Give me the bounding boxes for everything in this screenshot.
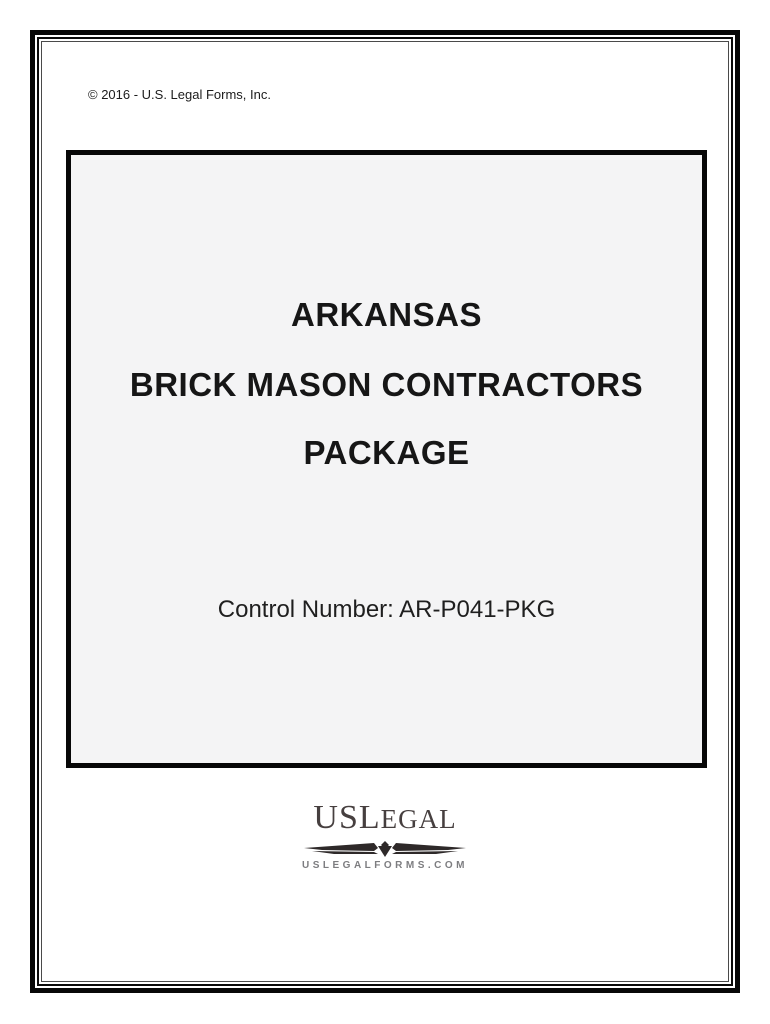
uslegal-logo	[0, 801, 770, 871]
title-line-subject: BRICK MASON CONTRACTORS	[129, 366, 644, 403]
eagle-icon	[0, 841, 770, 857]
uslegal-website-text: USLEGALFORMS.COM	[302, 860, 468, 871]
control-number-text: Control Number: AR-P041-PKG	[217, 596, 556, 623]
title-line-state: ARKANSAS	[290, 296, 482, 333]
uslegal-wordmark-big: USL	[313, 799, 381, 836]
copyright-text: © 2016 - U.S. Legal Forms, Inc.	[88, 87, 271, 102]
uslegal-wordmark	[0, 801, 770, 841]
title-box	[66, 150, 707, 768]
title-line-package: PACKAGE	[303, 434, 470, 471]
uslegal-wordmark-small: EGAL	[380, 804, 457, 834]
